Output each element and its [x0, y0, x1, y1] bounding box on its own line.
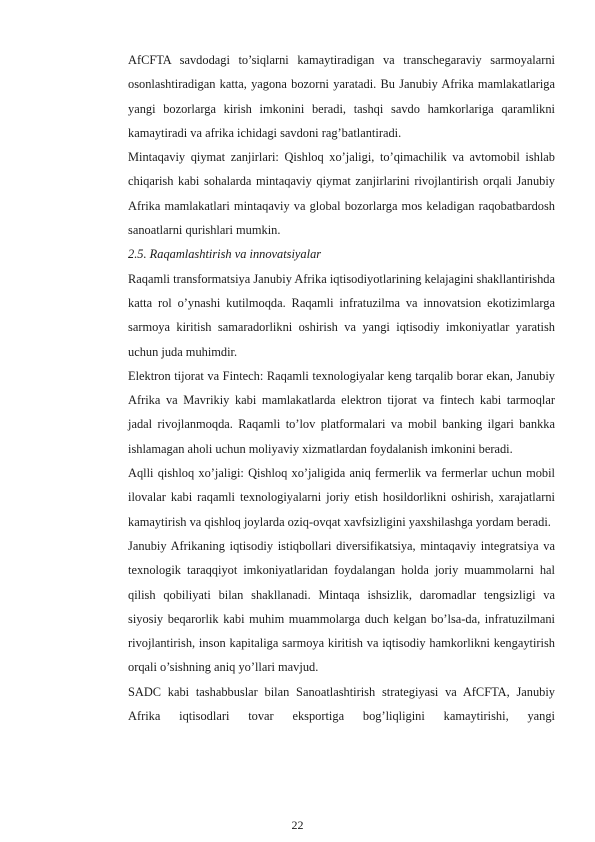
paragraph-sadc: SADC kabi tashabbuslar bilan Sanoatlashtirish strategiyasi va AfCFTA, Janubiy Afrika iqtisodlari tovar eksportiga bog’liqligini kamaytirishi, yangi [128, 684, 555, 724]
paragraph-digital-transformation: Raqamli transformatsiya Janubiy Afrika iqtisodiyotlarining kelajagini shakllantirishda katta rol o’ynashi kutilmoqda. Raqamli infratuzilma va innovatsion ekotizimlarga sarmoya kiritish samaradorlikni oshirish va yangi iqtisodiy imkoniyatlar yaratish uchun juda muhimdir. [128, 271, 555, 359]
paragraph-regional-value-chains: Mintaqaviy qiymat zanjirlari: Qishloq xo’jaligi, to’qimachilik va avtomobil ishlab chiqarish kabi sohalarda mintaqaviy qiymat zanjirlarini rivojlantirish orqali Janubiy Afrika mamlakatlari mintaqaviy va global bozorlarga mos keladigan raqobatbardosh sanoatlarni qurishlari mumkin. [128, 150, 555, 238]
body-text [128, 48, 555, 728]
page-number: 22 [291, 818, 304, 832]
paragraph-afcfta: AfCFTA savdodagi to’siqlarni kamaytiradigan va transchegaraviy sarmoyalarni osonlashtiradigan katta, yagona bozorni yaratadi. Bu Janubiy Afrika mamlakatlariga yangi bozorlarga kirish imkonini beradi, tashqi savdo hamkorlariga qaramlikni kamaytiradi va afrika ichidagi savdoni rag’batlantiradi. [128, 53, 555, 140]
paragraph-economic-prospects: Janubiy Afrikaning iqtisodiy istiqbollari diversifikatsiya, mintaqaviy integratsiya va texnologik taraqqiyot imkoniyatlaridan foydalangan holda joriy muammolarni hal qilish qobiliyati bilan shakllanadi. Mintaqa ishsizlik, daromadlar tengsizligi va siyosiy beqarorlik kabi muhim muammolarga duch kelgan bo’lsa-da, infratuzilmani rivojlantirish, inson kapitaliga sarmoya kiritish va iqtisodiy hamkorlikni kengaytirish orqali o’sishning aniq yo’llari mavjud. [128, 538, 555, 675]
paragraph-ecommerce-fintech: Elektron tijorat va Fintech: Raqamli texnologiyalar keng tarqalib borar ekan, Janubiy Afrika va Mavrikiy kabi mamlakatlarda elektron tijorat va fintech kabi tarmoqlar jadal rivojlanmoqda. Raqamli to’lov platformalari va mobil banking ilgari bankka ishlamagan aholi uchun moliyaviy xizmatlardan foydalanish imkonini beradi. [128, 368, 555, 456]
section-heading: 2.5. Raqamlashtirish va innovatsiyalar [128, 247, 322, 262]
paragraph-smart-agriculture: Aqlli qishloq xo’jaligi: Qishloq xo’jaligida aniq fermerlik va fermerlar uchun mobil ilovalar kabi raqamli texnologiyalarni joriy etish hosildorlikni oshirish, xarajatlarni kamaytirish va qishloq joylarda oziq-ovqat xavfsizligini yaxshilashga yordam beradi. [128, 466, 555, 529]
